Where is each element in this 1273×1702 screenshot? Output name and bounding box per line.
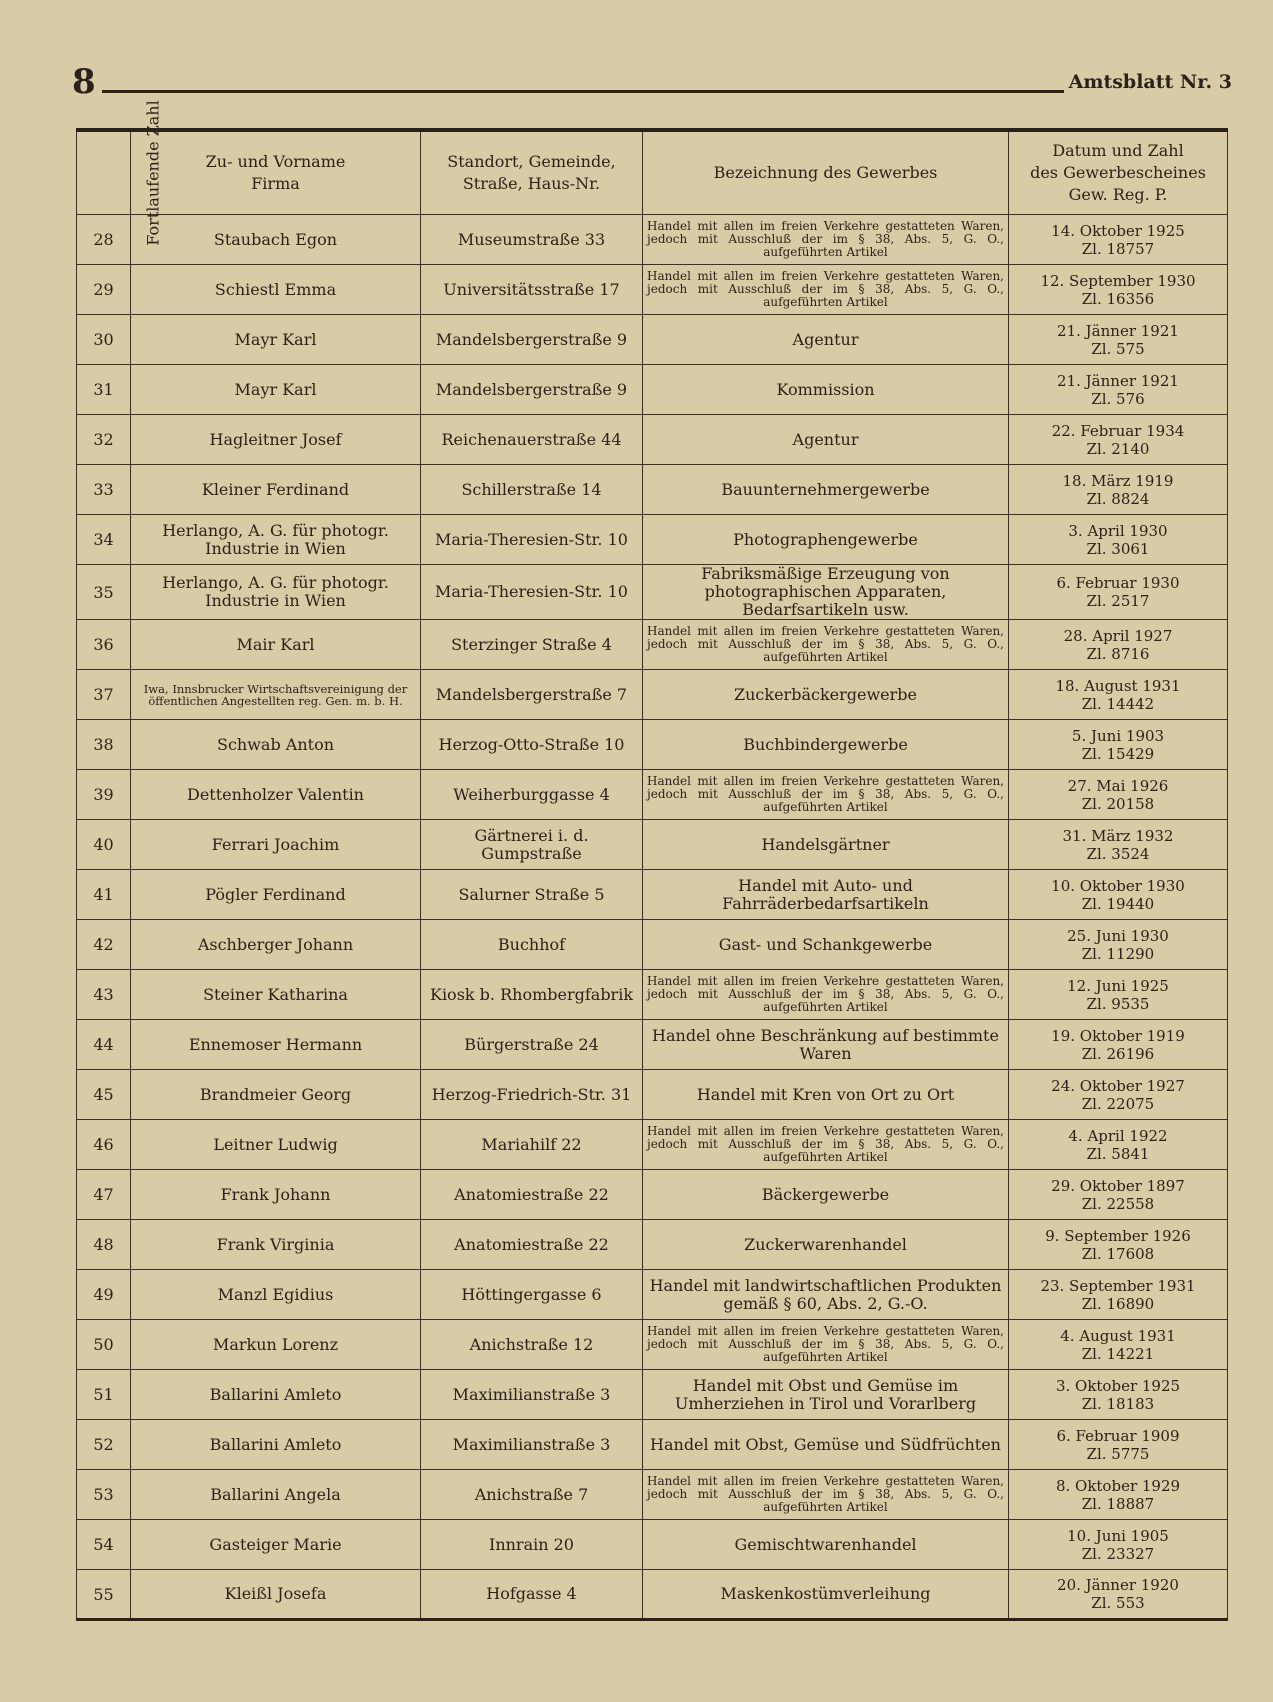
location: Anatomiestraße 22	[421, 1220, 643, 1270]
trade-description: Fabriksmäßige Erzeugung von photographischen Apparaten, Bedarfsartikeln usw.	[643, 565, 1009, 620]
row-number: 33	[77, 465, 131, 515]
owner-name: Ballarini Angela	[131, 1470, 421, 1520]
row-number: 50	[77, 1320, 131, 1370]
table-row	[77, 265, 1228, 315]
row-number: 46	[77, 1120, 131, 1170]
page-header	[72, 62, 1232, 102]
location: Herzog-Friedrich-Str. 31	[421, 1070, 643, 1120]
row-number: 51	[77, 1370, 131, 1420]
license-date: 9. September 1926	[1045, 1226, 1191, 1245]
license-date: 5. Juni 1903	[1071, 726, 1165, 745]
row-number: 38	[77, 720, 131, 770]
license-number: Zl. 3524	[1086, 844, 1150, 863]
table-row	[77, 870, 1228, 920]
table-row	[77, 920, 1228, 970]
row-number: 47	[77, 1170, 131, 1220]
trade-description: Handel mit allen im freien Verkehre gestatteten Waren, jedoch mit Ausschluß der im § 38, Abs. 5, G. O., aufgeführten Artikel	[643, 620, 1009, 670]
trade-description: Zuckerbäckergewerbe	[643, 670, 1009, 720]
owner-name: Mayr Karl	[131, 315, 421, 365]
license-number: Zl. 15429	[1081, 744, 1155, 763]
owner-name: Dettenholzer Valentin	[131, 770, 421, 820]
location: Universitätsstraße 17	[421, 265, 643, 315]
table-row	[77, 1270, 1228, 1320]
location: Anichstraße 12	[421, 1320, 643, 1370]
trade-description: Handel mit allen im freien Verkehre gestatteten Waren, jedoch mit Ausschluß der im § 38, Abs. 5, G. O., aufgeführten Artikel	[643, 970, 1009, 1020]
table-row	[77, 820, 1228, 870]
license-date: 8. Oktober 1929	[1055, 1476, 1181, 1495]
table-row	[77, 1320, 1228, 1370]
table-row	[77, 670, 1228, 720]
trade-description: Handel mit allen im freien Verkehre gestatteten Waren, jedoch mit Ausschluß der im § 38, Abs. 5, G. O., aufgeführten Artikel	[643, 1320, 1009, 1370]
owner-name: Brandmeier Georg	[131, 1070, 421, 1120]
license-date-cell	[1009, 1570, 1228, 1620]
license-date: 28. April 1927	[1063, 626, 1173, 645]
license-number: Zl. 576	[1091, 389, 1145, 408]
row-number: 44	[77, 1020, 131, 1070]
location: Buchhof	[421, 920, 643, 970]
row-number: 52	[77, 1420, 131, 1470]
license-number: Zl. 9535	[1086, 994, 1150, 1013]
owner-name: Aschberger Johann	[131, 920, 421, 970]
location: Weiherburggasse 4	[421, 770, 643, 820]
row-number: 28	[77, 215, 131, 265]
license-date: 25. Juni 1930	[1067, 926, 1169, 945]
table-row	[77, 1170, 1228, 1220]
table-row	[77, 415, 1228, 465]
table-row	[77, 620, 1228, 670]
trade-description: Kommission	[643, 365, 1009, 415]
row-number: 32	[77, 415, 131, 465]
license-date-cell	[1009, 415, 1228, 465]
license-date-cell	[1009, 670, 1228, 720]
license-date: 31. März 1932	[1062, 826, 1174, 845]
location: Mandelsbergerstraße 7	[421, 670, 643, 720]
row-number: 45	[77, 1070, 131, 1120]
table-row	[77, 720, 1228, 770]
license-date-cell	[1009, 770, 1228, 820]
license-number: Zl. 14442	[1081, 694, 1155, 713]
license-date: 19. Oktober 1919	[1051, 1026, 1185, 1045]
license-number: Zl. 8824	[1086, 489, 1150, 508]
col-header-location: Standort, Gemeinde, Straße, Haus-Nr.	[421, 130, 643, 215]
owner-name: Gasteiger Marie	[131, 1520, 421, 1570]
trade-description: Photographengewerbe	[643, 515, 1009, 565]
owner-name: Ballarini Amleto	[131, 1370, 421, 1420]
license-date: 6. Februar 1909	[1056, 1426, 1180, 1445]
license-number: Zl. 23327	[1081, 1544, 1155, 1563]
license-date: 3. Oktober 1925	[1055, 1376, 1181, 1395]
license-date: 20. Jänner 1920	[1057, 1576, 1179, 1594]
trade-description: Handel mit Obst und Gemüse im Umherziehen in Tirol und Vorarlberg	[643, 1370, 1009, 1420]
license-date: 12. September 1930	[1040, 271, 1196, 290]
owner-name: Schiestl Emma	[131, 265, 421, 315]
license-number: Zl. 5775	[1086, 1444, 1150, 1463]
license-date: 18. August 1931	[1055, 676, 1181, 695]
license-date-cell	[1009, 620, 1228, 670]
trade-description: Agentur	[643, 315, 1009, 365]
issue-title: Amtsblatt Nr. 3	[1068, 71, 1232, 93]
location: Herzog-Otto-Straße 10	[421, 720, 643, 770]
table-row	[77, 215, 1228, 265]
license-number: Zl. 22558	[1081, 1194, 1155, 1213]
location: Hofgasse 4	[421, 1570, 643, 1620]
license-date: 10. Juni 1905	[1067, 1526, 1169, 1545]
license-date-cell	[1009, 1220, 1228, 1270]
license-date-cell	[1009, 1370, 1228, 1420]
trade-description: Handel mit Kren von Ort zu Ort	[643, 1070, 1009, 1120]
license-date-cell	[1009, 720, 1228, 770]
table-row	[77, 1470, 1228, 1520]
table-row	[77, 515, 1228, 565]
license-date-cell	[1009, 1520, 1228, 1570]
owner-name: Mayr Karl	[131, 365, 421, 415]
license-number: Zl. 11290	[1081, 944, 1155, 963]
trade-description: Maskenkostümverleihung	[643, 1570, 1009, 1620]
owner-name: Schwab Anton	[131, 720, 421, 770]
row-number: 40	[77, 820, 131, 870]
location: Bürgerstraße 24	[421, 1020, 643, 1070]
license-date: 21. Jänner 1921	[1057, 371, 1179, 390]
location: Mariahilf 22	[421, 1120, 643, 1170]
owner-name: Iwa, Innsbrucker Wirtschaftsvereinigung der öffentlichen Angestellten reg. Gen. m. b. H.	[131, 670, 421, 720]
license-date-cell	[1009, 820, 1228, 870]
location: Maximilianstraße 3	[421, 1370, 643, 1420]
owner-name: Ferrari Joachim	[131, 820, 421, 870]
table-row	[77, 770, 1228, 820]
trade-description: Handel mit Auto- und Fahrräderbedarfsartikeln	[643, 870, 1009, 920]
license-number: Zl. 553	[1091, 1594, 1145, 1612]
owner-name: Steiner Katharina	[131, 970, 421, 1020]
location: Mandelsbergerstraße 9	[421, 365, 643, 415]
location: Anatomiestraße 22	[421, 1170, 643, 1220]
owner-name: Pögler Ferdinand	[131, 870, 421, 920]
license-date-cell	[1009, 565, 1228, 620]
row-number: 36	[77, 620, 131, 670]
table-row	[77, 565, 1228, 620]
license-date: 3. April 1930	[1068, 521, 1168, 540]
trade-description: Handel mit Obst, Gemüse und Südfrüchten	[643, 1420, 1009, 1470]
location: Höttingergasse 6	[421, 1270, 643, 1320]
license-date: 23. September 1931	[1040, 1276, 1196, 1295]
location: Maria-Theresien-Str. 10	[421, 565, 643, 620]
table-row	[77, 1020, 1228, 1070]
owner-name: Manzl Egidius	[131, 1270, 421, 1320]
location: Schillerstraße 14	[421, 465, 643, 515]
owner-name: Kleiner Ferdinand	[131, 465, 421, 515]
owner-name: Mair Karl	[131, 620, 421, 670]
location: Salurner Straße 5	[421, 870, 643, 920]
col-header-date: Datum und Zahl des Gewerbescheines Gew. Reg. P.	[1009, 130, 1228, 215]
table-row	[77, 465, 1228, 515]
table-row	[77, 970, 1228, 1020]
license-number: Zl. 2140	[1086, 439, 1150, 458]
trade-description: Buchbindergewerbe	[643, 720, 1009, 770]
row-number: 48	[77, 1220, 131, 1270]
row-number: 30	[77, 315, 131, 365]
license-number: Zl. 19440	[1081, 894, 1155, 913]
license-date-cell	[1009, 315, 1228, 365]
license-date-cell	[1009, 1070, 1228, 1120]
license-date: 4. April 1922	[1068, 1126, 1168, 1145]
location: Reichenauerstraße 44	[421, 415, 643, 465]
license-number: Zl. 22075	[1081, 1094, 1155, 1113]
trade-description: Handelsgärtner	[643, 820, 1009, 870]
license-date: 29. Oktober 1897	[1051, 1176, 1185, 1195]
license-date-cell	[1009, 1170, 1228, 1220]
license-date-cell	[1009, 465, 1228, 515]
license-date-cell	[1009, 1420, 1228, 1470]
license-date: 4. August 1931	[1060, 1326, 1176, 1345]
license-date-cell	[1009, 265, 1228, 315]
location: Maximilianstraße 3	[421, 1420, 643, 1470]
row-number: 31	[77, 365, 131, 415]
owner-name: Frank Virginia	[131, 1220, 421, 1270]
owner-name: Ennemoser Hermann	[131, 1020, 421, 1070]
row-number: 55	[77, 1570, 131, 1620]
trade-description: Handel mit allen im freien Verkehre gestatteten Waren, jedoch mit Ausschluß der im § 38, Abs. 5, G. O., aufgeführten Artikel	[643, 215, 1009, 265]
location: Gärtnerei i. d. Gumpstraße	[421, 820, 643, 870]
header-row	[77, 130, 1228, 215]
table-row	[77, 1220, 1228, 1270]
row-number: 49	[77, 1270, 131, 1320]
license-date-cell	[1009, 870, 1228, 920]
trade-description: Handel mit allen im freien Verkehre gestatteten Waren, jedoch mit Ausschluß der im § 38, Abs. 5, G. O., aufgeführten Artikel	[643, 1470, 1009, 1520]
license-number: Zl. 26196	[1081, 1044, 1155, 1063]
license-number: Zl. 14221	[1081, 1344, 1155, 1363]
license-number: Zl. 3061	[1086, 539, 1150, 558]
license-date-cell	[1009, 515, 1228, 565]
license-date-cell	[1009, 365, 1228, 415]
table-row	[77, 365, 1228, 415]
trade-description: Handel mit landwirtschaftlichen Produkten gemäß § 60, Abs. 2, G.-O.	[643, 1270, 1009, 1320]
license-number: Zl. 8716	[1086, 644, 1150, 663]
license-date-cell	[1009, 1470, 1228, 1520]
license-date-cell	[1009, 920, 1228, 970]
owner-name: Kleißl Josefa	[131, 1570, 421, 1620]
row-number: 53	[77, 1470, 131, 1520]
table-row	[77, 1070, 1228, 1120]
owner-name: Hagleitner Josef	[131, 415, 421, 465]
license-date: 27. Mai 1926	[1067, 776, 1169, 795]
table-row	[77, 1570, 1228, 1620]
license-date: 22. Februar 1934	[1051, 421, 1185, 440]
trade-description: Handel mit allen im freien Verkehre gestatteten Waren, jedoch mit Ausschluß der im § 38, Abs. 5, G. O., aufgeführten Artikel	[643, 770, 1009, 820]
table-row	[77, 315, 1228, 365]
license-date-cell	[1009, 1120, 1228, 1170]
col-header-trade: Bezeichnung des Gewerbes	[643, 130, 1009, 215]
page-number: 8	[72, 62, 96, 102]
location: Innrain 20	[421, 1520, 643, 1570]
license-number: Zl. 18183	[1081, 1394, 1155, 1413]
owner-name: Herlango, A. G. für photogr. Industrie in Wien	[131, 515, 421, 565]
header-rule	[102, 90, 1064, 93]
location: Museumstraße 33	[421, 215, 643, 265]
trade-register-table	[76, 100, 1228, 1621]
row-number: 39	[77, 770, 131, 820]
owner-name: Leitner Ludwig	[131, 1120, 421, 1170]
table-row	[77, 1520, 1228, 1570]
license-number: Zl. 17608	[1081, 1244, 1155, 1263]
license-number: Zl. 5841	[1086, 1144, 1150, 1163]
license-number: Zl. 16890	[1081, 1294, 1155, 1313]
license-date: 10. Oktober 1930	[1051, 876, 1185, 895]
col-header-nr: Fortlaufende Zahl	[77, 130, 131, 215]
trade-description: Zuckerwarenhandel	[643, 1220, 1009, 1270]
location: Maria-Theresien-Str. 10	[421, 515, 643, 565]
row-number: 42	[77, 920, 131, 970]
location: Mandelsbergerstraße 9	[421, 315, 643, 365]
license-number: Zl. 575	[1091, 339, 1145, 358]
trade-description: Handel mit allen im freien Verkehre gestatteten Waren, jedoch mit Ausschluß der im § 38, Abs. 5, G. O., aufgeführten Artikel	[643, 1120, 1009, 1170]
license-number: Zl. 2517	[1086, 592, 1150, 610]
license-number: Zl. 16356	[1081, 289, 1155, 308]
row-number: 35	[77, 565, 131, 620]
location: Kiosk b. Rhombergfabrik	[421, 970, 643, 1020]
row-number: 43	[77, 970, 131, 1020]
trade-description: Handel mit allen im freien Verkehre gestatteten Waren, jedoch mit Ausschluß der im § 38, Abs. 5, G. O., aufgeführten Artikel	[643, 265, 1009, 315]
license-date: 18. März 1919	[1062, 471, 1174, 490]
trade-description: Bäckergewerbe	[643, 1170, 1009, 1220]
license-date: 21. Jänner 1921	[1057, 321, 1179, 340]
owner-name: Frank Johann	[131, 1170, 421, 1220]
table-row	[77, 1120, 1228, 1170]
trade-description: Gast- und Schankgewerbe	[643, 920, 1009, 970]
trade-description: Handel ohne Beschränkung auf bestimmte Waren	[643, 1020, 1009, 1070]
trade-description: Agentur	[643, 415, 1009, 465]
trade-description: Gemischtwarenhandel	[643, 1520, 1009, 1570]
owner-name: Ballarini Amleto	[131, 1420, 421, 1470]
table-row	[77, 1370, 1228, 1420]
location: Sterzinger Straße 4	[421, 620, 643, 670]
license-date-cell	[1009, 1320, 1228, 1370]
owner-name: Staubach Egon	[131, 215, 421, 265]
license-date-cell	[1009, 970, 1228, 1020]
license-number: Zl. 18757	[1081, 239, 1155, 258]
license-date: 24. Oktober 1927	[1051, 1076, 1185, 1095]
license-date-cell	[1009, 1270, 1228, 1320]
license-number: Zl. 18887	[1081, 1494, 1155, 1513]
row-number: 34	[77, 515, 131, 565]
owner-name: Markun Lorenz	[131, 1320, 421, 1370]
license-date: 6. Februar 1930	[1056, 574, 1180, 592]
owner-name: Herlango, A. G. für photogr. Industrie in Wien	[131, 565, 421, 620]
location: Anichstraße 7	[421, 1470, 643, 1520]
table-row	[77, 1420, 1228, 1470]
col-header-name: Zu- und Vorname Firma	[131, 130, 421, 215]
license-date-cell	[1009, 215, 1228, 265]
license-date-cell	[1009, 1020, 1228, 1070]
row-number: 54	[77, 1520, 131, 1570]
row-number: 29	[77, 265, 131, 315]
license-date: 12. Juni 1925	[1067, 976, 1169, 995]
license-number: Zl. 20158	[1081, 794, 1155, 813]
row-number: 37	[77, 670, 131, 720]
license-date: 14. Oktober 1925	[1051, 221, 1185, 240]
trade-description: Bauunternehmergewerbe	[643, 465, 1009, 515]
row-number: 41	[77, 870, 131, 920]
